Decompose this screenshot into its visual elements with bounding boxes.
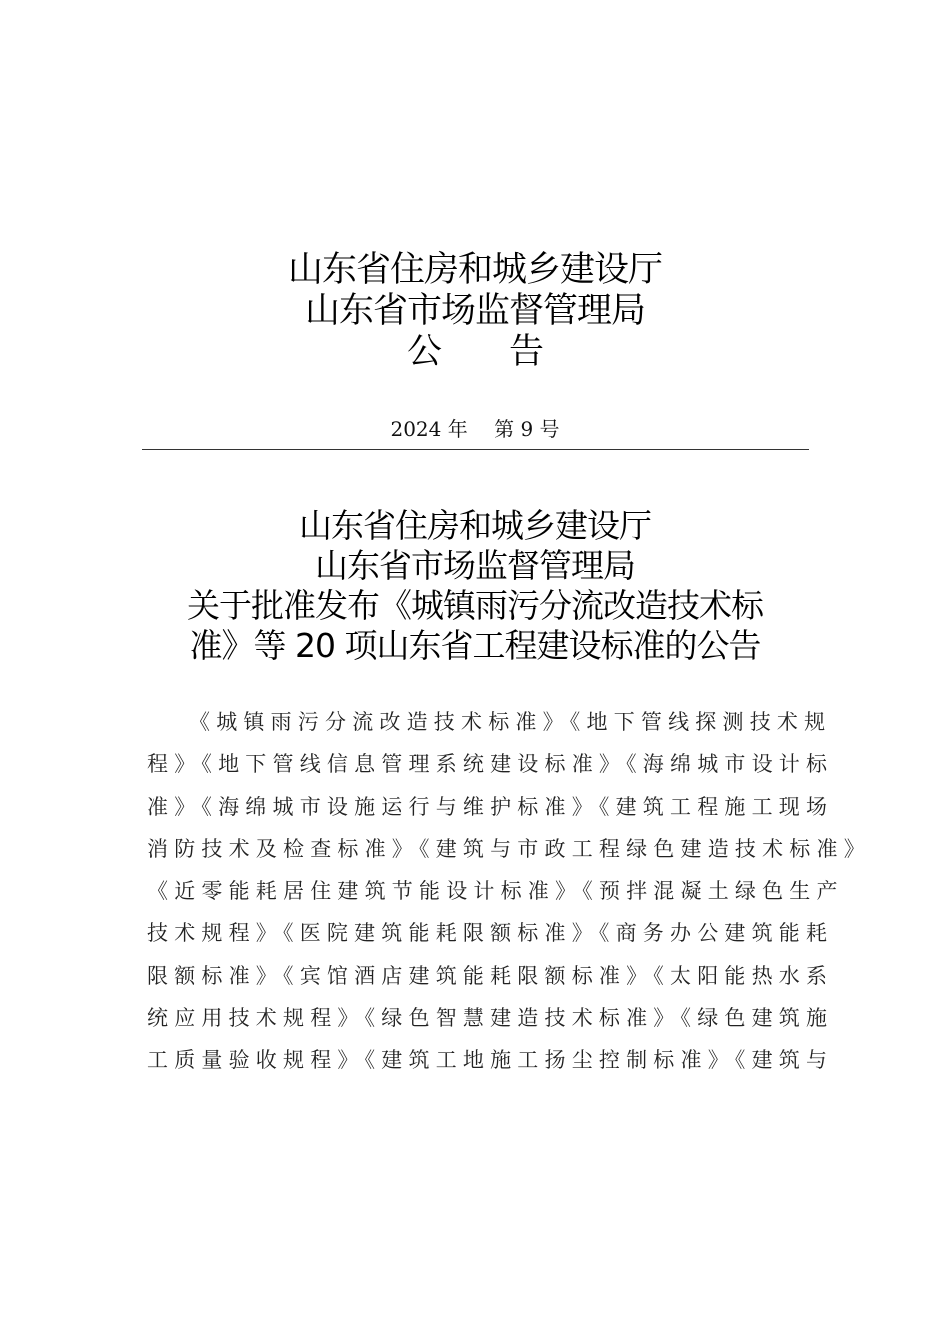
title-line-2: 山东省市场监督管理局 <box>315 546 635 585</box>
title-line-1: 山东省住房和城乡建设厅 <box>299 506 651 545</box>
header-authority-1: 山东省住房和城乡建设厅 <box>287 250 662 290</box>
body-line: 程》《地下管线信息管理系统建设标准》《海绵城市设计标 <box>147 752 834 777</box>
body-paragraph <box>147 701 871 1082</box>
header-authority-2: 山东省市场监督管理局 <box>304 291 645 331</box>
header-divider <box>142 449 809 450</box>
body-line: 工质量验收规程》《建筑工地施工扬尘控制标准》《建筑与 <box>147 1048 834 1073</box>
body-line: 准》《海绵城市设施运行与维护标准》《建筑工程施工现场 <box>147 794 834 819</box>
issue-number: 2024 年 第 9 号 <box>390 417 560 441</box>
body-line: 限额标准》《宾馆酒店建筑能耗限额标准》《太阳能热水系 <box>147 963 834 988</box>
title-line-4: 准》等 20 项山东省工程建设标准的公告 <box>189 626 761 665</box>
body-line: 消防技术及检查标准》《建筑与市政工程绿色建造技术标准》 <box>147 836 871 861</box>
body-line: 技术规程》《医院建筑能耗限额标准》《商务办公建筑能耗 <box>147 921 834 946</box>
body-line: 统应用技术规程》《绿色智慧建造技术标准》《绿色建筑施 <box>147 1006 834 1031</box>
title-line-3: 关于批准发布《城镇雨污分流改造技术标 <box>187 586 763 625</box>
body-line: 《近零能耗居住建筑节能设计标准》《预拌混凝土绿色生产 <box>147 879 844 904</box>
issuing-authorities-header <box>0 250 950 373</box>
document-title <box>0 506 950 666</box>
body-line: 《城镇雨污分流改造技术标准》《地下管线探测技术规 <box>189 710 832 734</box>
header-announcement-label: 公 告 <box>406 332 543 372</box>
